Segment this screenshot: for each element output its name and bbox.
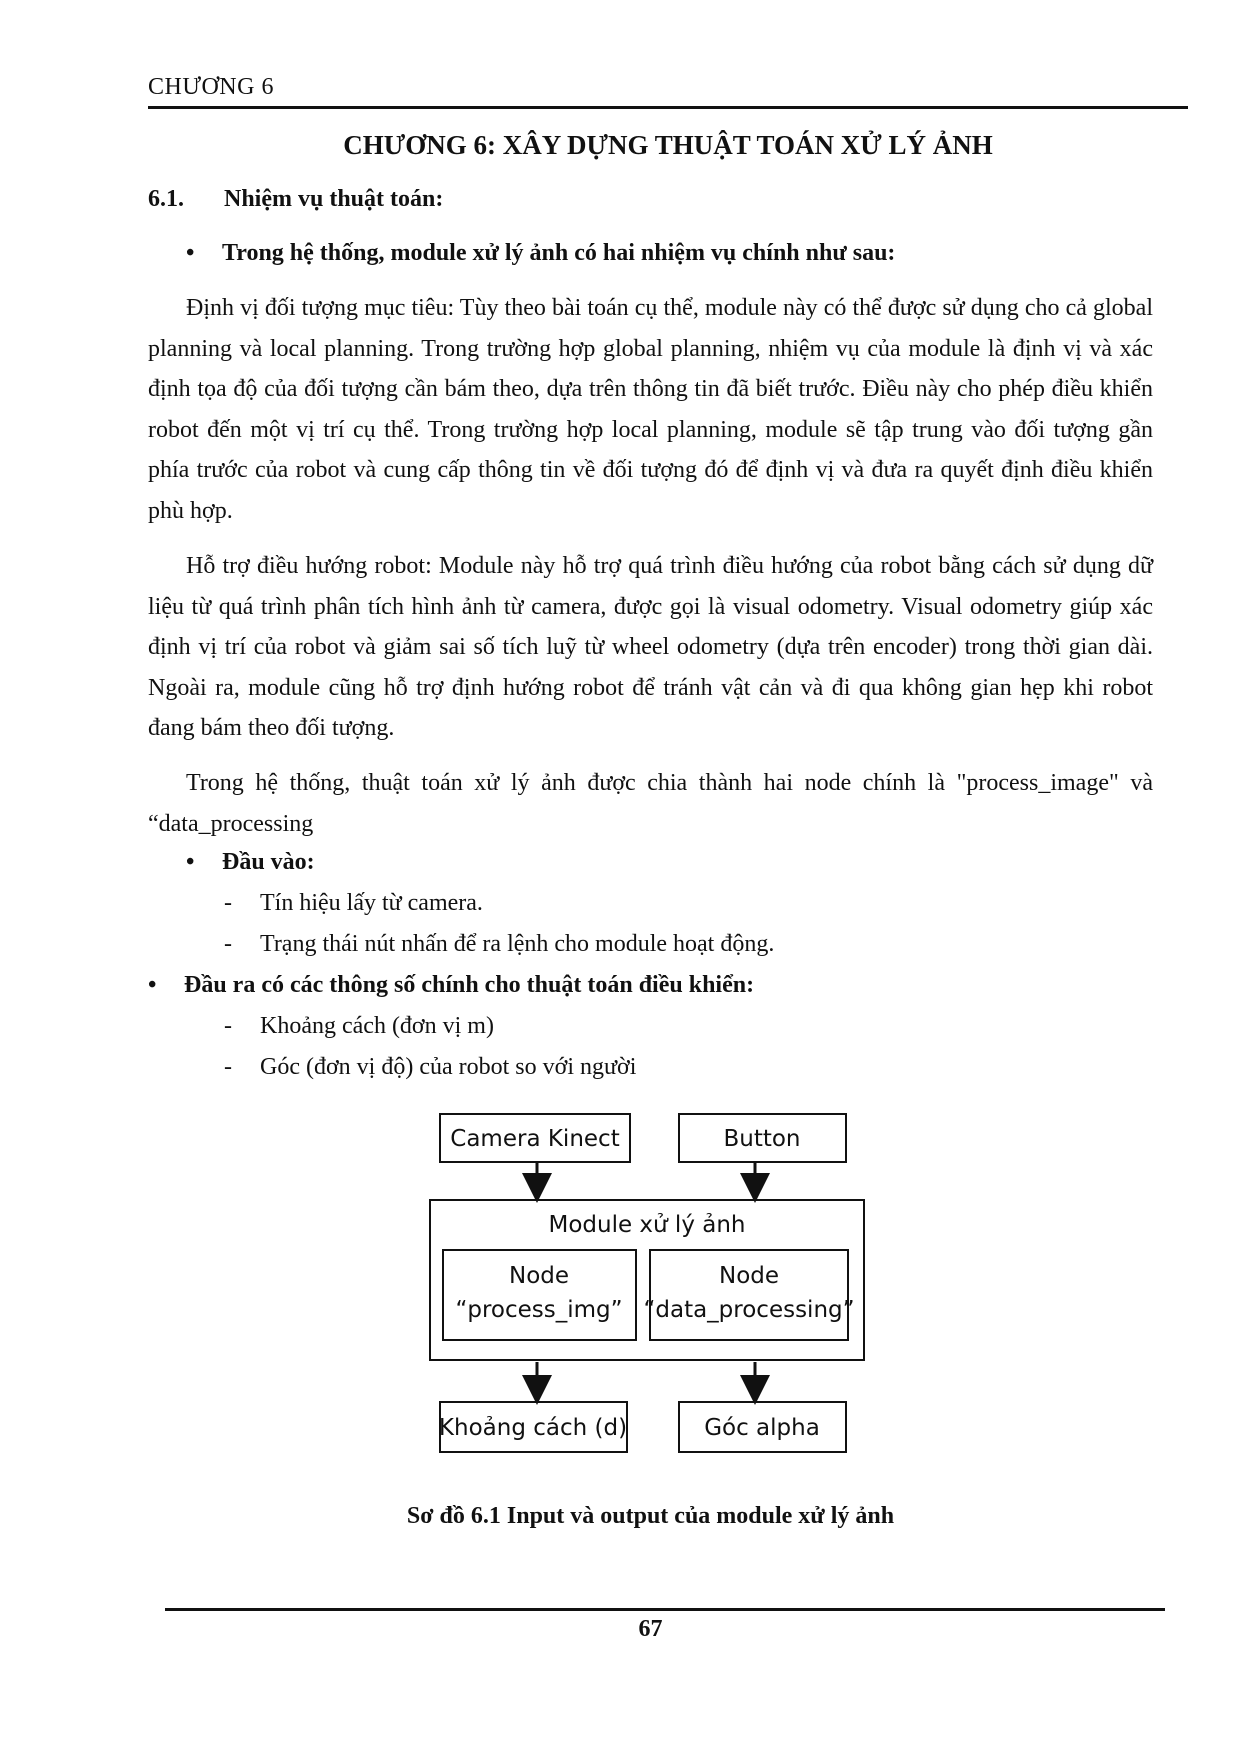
node2-label: Node [718,1263,780,1289]
dash-icon: - [224,931,232,957]
running-head: CHƯƠNG 6 [148,74,274,100]
paragraph-node-split: Trong hệ thống, thuật toán xử lý ảnh được chia thành hai node chính là "process_image" và “data_processing [148,770,1153,837]
main-bullet-text: Trong hệ thống, module xử lý ảnh có hai nhiệm vụ chính như sau: [222,240,896,266]
inputs-heading: Đầu vào: [222,849,315,875]
module-label: Module xử lý ảnh [548,1212,746,1238]
node1-label: Node [508,1263,570,1289]
distance-label: Khoảng cách (d) [438,1415,628,1441]
figure-caption: Sơ đồ 6.1 Input và output của module xử lý ảnh [406,1503,895,1529]
node1-name: “process_img” [455,1297,623,1323]
list-item: - Tín hiệu lấy từ camera. [224,890,483,916]
outputs-heading: Đầu ra có các thông số chính cho thuật toán điều khiển: [184,972,755,998]
paragraph-target-localization: Định vị đối tượng mục tiêu: Tùy theo bài toán cụ thể, module này có thể được sử dụng cho cả global planning và local planning. Trong trường hợp global planning, nhiệm vụ của module là định vị và xác định tọa độ của đối tượng cần bám theo, dựa trên thông tin đã biết trước. Điều này cho phép điều khiển robot đến một vị trí cụ thể. Trong trường hợp local planning, module sẽ tập trung vào đối tượng gần phía trước của robot và cung cấp thông tin về đối tượng đó để định vị và đưa ra quyết định điều khiển phù hợp. [148,295,1153,524]
dash-icon: - [224,1054,232,1080]
chapter-title: CHƯƠNG 6: XÂY DỰNG THUẬT TOÁN XỬ LÝ ẢNH [343,130,993,160]
camera-label: Camera Kinect [450,1126,620,1152]
footer-rule [165,1608,1165,1611]
node2-name: “data_processing” [643,1297,855,1323]
angle-label: Góc alpha [704,1415,820,1441]
section-number: 6.1. [148,186,184,212]
section-title: Nhiệm vụ thuật toán: [224,186,444,212]
list-item: - Khoảng cách (đơn vị m) [224,1013,494,1039]
dash-icon: - [224,1013,232,1039]
paragraph-navigation-support: Hỗ trợ điều hướng robot: Module này hỗ trợ quá trình điều hướng của robot bằng cách sử dụng dữ liệu từ quá trình phân tích hình ảnh từ camera, được gọi là visual odometry. Visual odometry giúp xác định vị trí của robot và giảm sai số tích luỹ từ wheel odometry (dựa trên encoder) trong thời gian dài. Ngoài ra, module cũng hỗ trợ định hướng robot để tránh vật cản và đi qua không gian hẹp khi robot đang bám theo đối tượng. [148,553,1153,741]
dash-icon: - [224,890,232,916]
list-item: - Góc (đơn vị độ) của robot so với người [224,1054,637,1080]
button-label: Button [723,1126,801,1152]
list-item: - Trạng thái nút nhấn để ra lệnh cho module hoạt động. [224,931,775,957]
bullet-icon: • [186,849,195,875]
bullet-icon: • [186,240,195,266]
page-number: 67 [638,1616,663,1642]
bullet-icon: • [148,972,157,998]
